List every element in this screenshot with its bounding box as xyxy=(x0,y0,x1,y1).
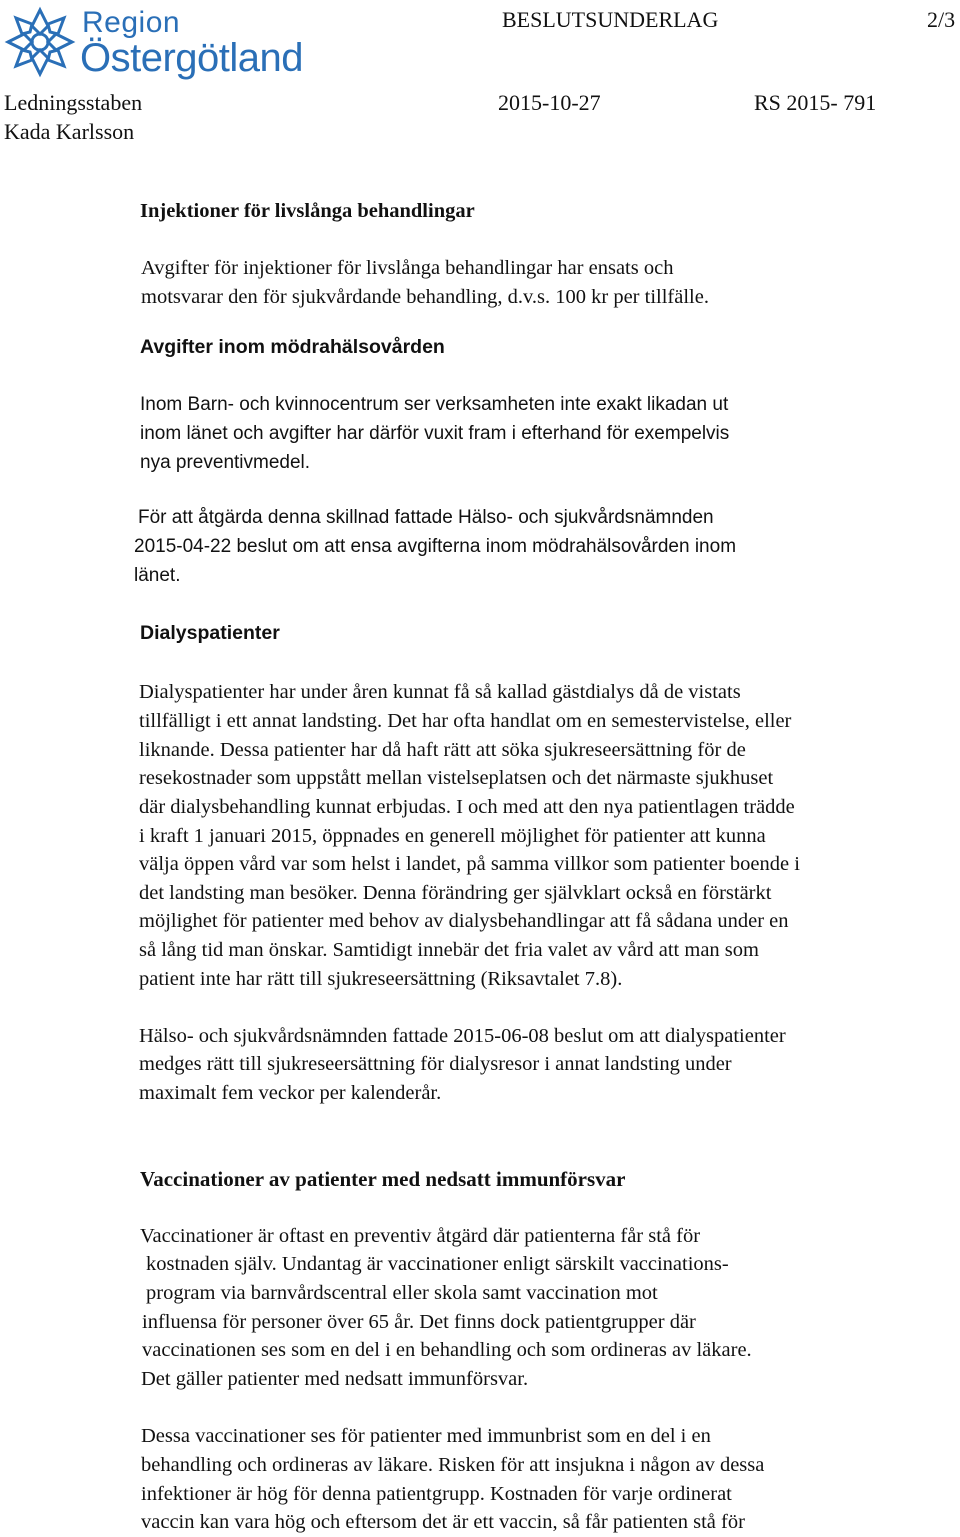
text-line: infektioner är hög för denna patientgrupp. Kostnaden för varje ordinerat xyxy=(141,1483,732,1505)
text-line: Dessa vaccinationer ses för patienter med immunbrist som en del i en xyxy=(141,1425,711,1447)
text-line: patient inte har rätt till sjukreseersättning (Riksavtalet 7.8). xyxy=(139,968,623,990)
logo-name-text: Östergötland xyxy=(80,36,304,80)
text-line: där dialysbehandling kunnat erbjudas. I och med att den nya patientlagen trädde xyxy=(139,796,795,818)
text-line: motsvarar den för sjukvårdande behandling, d.v.s. 100 kr per tillfälle. xyxy=(141,286,709,308)
text-line: vaccin kan vara hög och eftersom det är ett vaccin, så får patienten stå för xyxy=(141,1511,745,1533)
text-line: vaccinationen ses som en del i en behandling och som ordineras av läkare. xyxy=(142,1339,752,1361)
text-line: 2015-04-22 beslut om att ensa avgifterna inom mödrahälsovården inom xyxy=(134,536,737,557)
heading-dialyspatienter: Dialyspatienter xyxy=(140,622,280,644)
text-line: Inom Barn- och kvinnocentrum ser verksamheten inte exakt likadan ut xyxy=(140,394,729,415)
heading-modrahalsovard: Avgifter inom mödrahälsovården xyxy=(140,336,445,358)
heading-vaccinationer: Vaccinationer av patienter med nedsatt immunförsvar xyxy=(140,1167,626,1191)
text-line: Vaccinationer är oftast en preventiv åtgärd där patienterna får stå för xyxy=(140,1225,701,1247)
text-line: välja öppen vård var som helst i landet, på samma villkor som patienter boende i xyxy=(139,853,800,875)
text-line: program via barnvårdscentral eller skola samt vaccination mot xyxy=(146,1282,658,1304)
logo-region-text: Region xyxy=(82,6,181,39)
text-line: behandling och ordineras av läkare. Risken för att insjukna i någon av dessa xyxy=(141,1454,765,1476)
text-line: Avgifter för injektioner för livslånga behandlingar har ensats och xyxy=(141,257,674,279)
text-line: liknande. Dessa patienter har då haft rätt att söka sjukreseersättning för de xyxy=(139,739,746,761)
text-line: i kraft 1 januari 2015, öppnades en generell möjlighet för patienter att kunna xyxy=(139,825,766,847)
text-line: Det gäller patienter med nedsatt immunförsvar. xyxy=(141,1368,529,1390)
text-line: maximalt fem veckor per kalenderår. xyxy=(139,1082,442,1104)
page-number: 2/3 xyxy=(927,7,956,32)
text-line: tillfälligt i ett annat landsting. Det har ofta handlat om en semestervistelse, eller xyxy=(139,710,792,732)
region-flower-logo-icon xyxy=(4,6,76,78)
text-line: kostnaden själv. Undantag är vaccinationer enligt särskilt vaccinations- xyxy=(146,1253,729,1275)
text-line: Hälso- och sjukvårdsnämnden fattade 2015-06-08 beslut om att dialyspatienter xyxy=(139,1025,786,1047)
text-line: möjlighet för patienter med behov av dialysbehandlingar att få sådana under en xyxy=(139,910,789,932)
department: Ledningsstaben xyxy=(4,90,143,115)
document-type: BESLUTSUNDERLAG xyxy=(502,7,719,32)
text-line: influensa för personer över 65 år. Det finns dock patientgrupper där xyxy=(142,1311,696,1333)
text-line: nya preventivmedel. xyxy=(140,452,311,473)
text-line: så lång tid man önskar. Samtidigt innebär det fria valet av vård att man som xyxy=(139,939,759,961)
text-line: inom länet och avgifter har därför vuxit fram i efterhand för exempelvis xyxy=(140,423,730,444)
text-line: resekostnader som uppstått mellan vistelseplatsen och det närmaste sjukhuset xyxy=(139,767,774,789)
text-line: Dialyspatienter har under åren kunnat få så kallad gästdialys då de vistats xyxy=(139,681,741,703)
text-line: medges rätt till sjukreseersättning för dialysresor i annat landsting under xyxy=(139,1053,732,1075)
heading-injektioner: Injektioner för livslånga behandlingar xyxy=(140,200,475,222)
author: Kada Karlsson xyxy=(4,119,135,144)
text-line: För att åtgärda denna skillnad fattade Hälso- och sjukvårdsnämnden xyxy=(138,507,714,528)
reference-number: RS 2015- 791 xyxy=(754,90,877,115)
text-line: det landsting man besöker. Denna förändring ger självklart också en förstärkt xyxy=(139,882,772,904)
text-line: länet. xyxy=(134,565,181,586)
document-date: 2015-10-27 xyxy=(498,90,601,115)
